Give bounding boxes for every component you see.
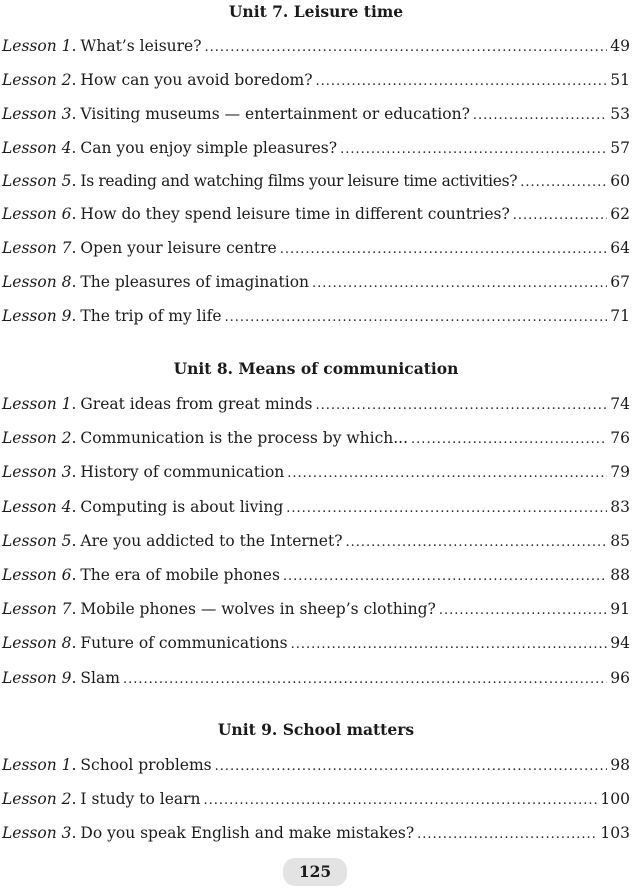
lesson-title: The trip of my life [80,307,222,325]
page-number: 91 [610,600,630,618]
toc-entry[interactable] [2,69,630,91]
lesson-title: Communication is the process by which... [80,429,409,447]
dot-leader [312,273,607,295]
toc-entry[interactable] [2,822,630,844]
lesson-label: Lesson 2 [2,790,72,808]
page-number: 74 [610,395,630,413]
lesson-label: Lesson 1 [2,756,72,774]
lesson-separator: . [71,532,77,550]
lesson-title: History of communication [80,463,285,481]
dot-leader [439,600,607,622]
lesson-title: Slam [80,669,120,687]
page-number: 57 [610,139,630,157]
toc-entry[interactable] [2,137,630,159]
page-number: 71 [610,307,630,325]
lesson-label: Lesson 5 [2,532,72,550]
page-number: 60 [610,172,630,190]
dot-leader [287,463,607,485]
lesson-separator: . [71,498,77,516]
lesson-label: Lesson 6 [2,205,72,223]
dot-leader [283,566,607,588]
lesson-title: Do you speak English and make mistakes? [80,824,415,842]
dot-leader [340,139,607,161]
toc-entry[interactable] [2,564,630,586]
lesson-separator: . [71,634,77,652]
lesson-separator: . [71,756,77,774]
lesson-separator: . [71,790,77,808]
toc-entry[interactable] [2,530,630,552]
lesson-separator: . [71,172,77,190]
dot-leader [286,498,607,520]
dot-leader [417,824,597,846]
toc-entry[interactable] [2,203,630,225]
toc-entry[interactable] [2,271,630,293]
dot-leader [204,790,598,812]
lesson-label: Lesson 4 [2,139,72,157]
dot-leader [513,205,607,227]
toc-entry[interactable] [2,393,630,415]
dot-leader [215,756,608,778]
lesson-label: Lesson 5 [2,172,72,190]
page-number: 76 [610,429,630,447]
page-number: 67 [610,273,630,291]
lesson-label: Lesson 9 [2,307,72,325]
lesson-title: The era of mobile phones [80,566,280,584]
lesson-separator: . [71,600,77,618]
lesson-title: Future of communications [80,634,288,652]
dot-leader [411,429,607,451]
toc-entry[interactable] [2,305,630,327]
page-number: 98 [610,756,630,774]
lesson-title: Can you enjoy simple pleasures? [80,139,338,157]
lesson-separator: . [71,463,77,481]
toc-entry[interactable] [2,237,630,259]
lesson-label: Lesson 3 [2,824,72,842]
toc-entry[interactable] [2,667,630,689]
lesson-separator: . [71,239,77,257]
toc-entry[interactable] [2,598,630,620]
lesson-title: Mobile phones — wolves in sheep’s clothing? [80,600,436,618]
unit-title: Unit 7. Leisure time [228,2,404,21]
page-number: 53 [610,105,630,123]
lesson-label: Lesson 2 [2,71,72,89]
toc-entry[interactable] [2,103,630,125]
page-number-badge: 125 [283,858,347,886]
page-number: 51 [610,71,630,89]
lesson-separator: . [71,71,77,89]
dot-leader [473,105,607,127]
lesson-separator: . [71,205,77,223]
lesson-separator: . [71,307,77,325]
lesson-label: Lesson 9 [2,669,72,687]
lesson-title: Open your leisure centre [80,239,277,257]
lesson-separator: . [71,139,77,157]
page-number: 64 [610,239,630,257]
lesson-label: Lesson 7 [2,600,72,618]
lesson-separator: . [71,429,77,447]
dot-leader [346,532,608,554]
lesson-title: Visiting museums — entertainment or education? [80,105,470,123]
lesson-separator: . [71,37,77,55]
page-number: 83 [610,498,630,516]
toc-entry[interactable] [2,496,630,518]
dot-leader [315,395,607,417]
lesson-separator: . [71,273,77,291]
page-number: 79 [610,463,630,481]
page-number: 88 [610,566,630,584]
lesson-separator: . [71,824,77,842]
toc-entry[interactable] [2,754,630,776]
page-number: 96 [610,669,630,687]
dot-leader [520,172,607,194]
dot-leader [280,239,608,261]
unit-title: Unit 8. Means of communication [173,359,459,378]
toc-entry[interactable] [2,170,630,192]
toc-entry[interactable] [2,632,630,654]
toc-entry[interactable] [2,788,630,810]
page-number: 103 [600,824,630,842]
lesson-title: What’s leisure? [80,37,202,55]
lesson-title: Are you addicted to the Internet? [80,532,343,550]
lesson-label: Lesson 8 [2,634,72,652]
toc-entry[interactable] [2,427,630,449]
lesson-label: Lesson 3 [2,105,72,123]
lesson-label: Lesson 3 [2,463,72,481]
dot-leader [205,37,608,59]
dot-leader [123,669,607,691]
lesson-label: Lesson 1 [2,395,72,413]
lesson-label: Lesson 6 [2,566,72,584]
page-number: 85 [610,532,630,550]
dot-leader [316,71,608,93]
lesson-title: I study to learn [80,790,201,808]
lesson-title: Computing is about living [80,498,284,516]
lesson-separator: . [71,566,77,584]
lesson-separator: . [71,395,77,413]
lesson-title: Is reading and watching films your leisure time activities? [80,172,518,190]
lesson-title: How do they spend leisure time in different countries? [80,205,510,223]
lesson-title: The pleasures of imagination [80,273,310,291]
toc-entry[interactable] [2,461,630,483]
unit-title: Unit 9. School matters [217,720,415,739]
lesson-separator: . [71,105,77,123]
lesson-label: Lesson 8 [2,273,72,291]
page-number: 94 [610,634,630,652]
lesson-label: Lesson 4 [2,498,72,516]
dot-leader [291,634,608,656]
lesson-title: School problems [80,756,212,774]
lesson-title: How can you avoid boredom? [80,71,313,89]
dot-leader [225,307,608,329]
lesson-separator: . [71,669,77,687]
lesson-label: Lesson 1 [2,37,72,55]
page-number: 49 [610,37,630,55]
page-number: 62 [610,205,630,223]
toc-entry[interactable] [2,35,630,57]
lesson-label: Lesson 7 [2,239,72,257]
lesson-label: Lesson 2 [2,429,72,447]
page-number: 100 [600,790,630,808]
lesson-title: Great ideas from great minds [80,395,313,413]
